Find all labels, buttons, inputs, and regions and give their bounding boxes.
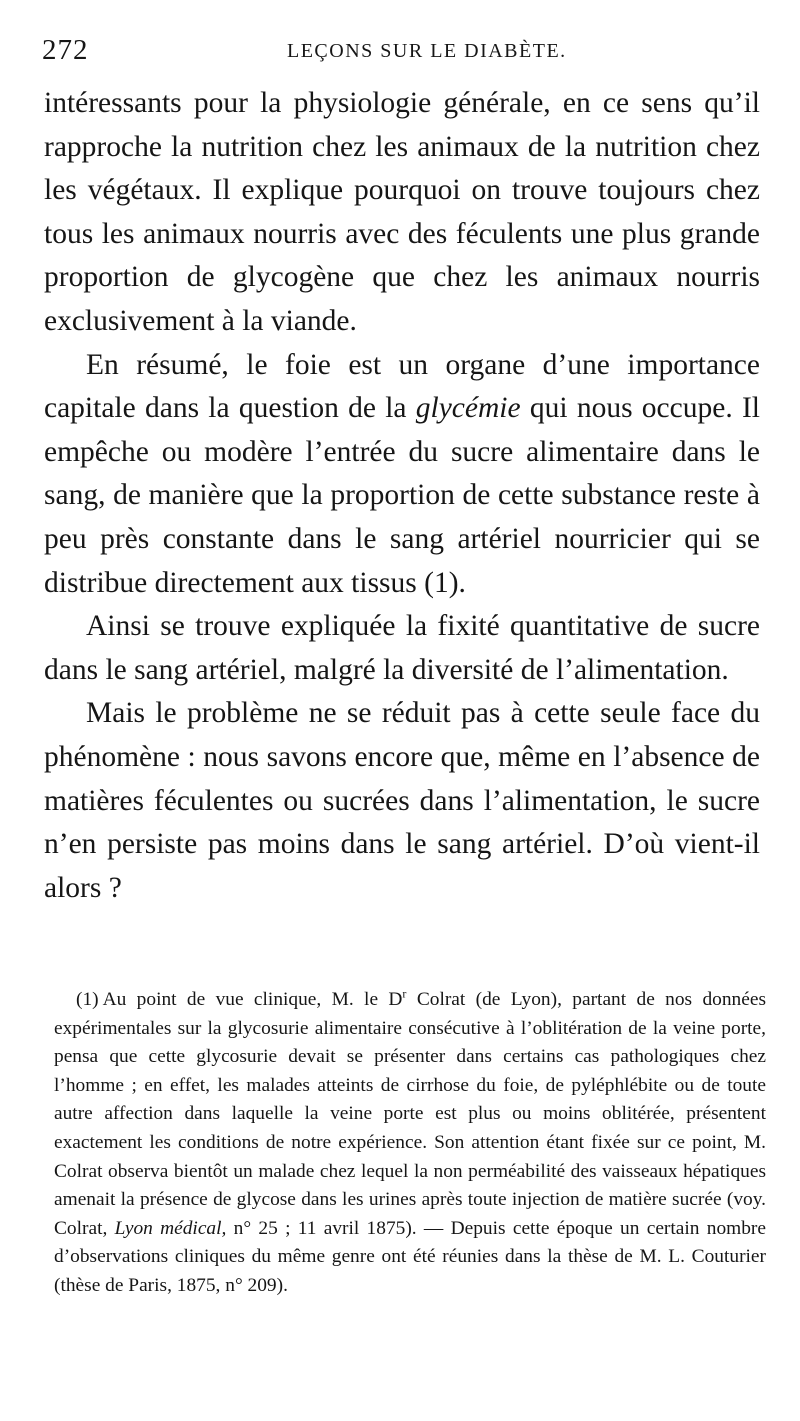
paragraph-2-before: En résumé, le foie est un organe d’une importance capitale dans la question de la (44, 348, 760, 425)
paragraph-continuation (44, 82, 760, 344)
footnote-text-1: Au point de vue clinique, M. le D (102, 989, 403, 1010)
doctor-superscript: r (402, 986, 407, 1001)
paragraph-2-after: qui nous occupe. Il empêche ou modère l’entrée du sucre alimentaire dans le sang, de manière que la proportion de cette substance reste à peu près constante dans le sang artériel nourricier qui se distribue directement aux tissus (44, 392, 760, 599)
journal-title: Lyon médical, (114, 1217, 227, 1239)
main-text (44, 82, 760, 910)
footnote-1 (54, 986, 766, 1301)
footnote-reference[interactable]: (1). (424, 566, 466, 599)
paragraph-fixity (44, 605, 760, 692)
paragraph-1-text: intéressants pour la physiologie générale, en ce sens qu’il rapproche la nutrition chez les animaux de la nutrition chez les végétaux. Il explique pourquoi on trouve toujours chez tous les animaux nourris avec des féculents une plus grande proportion de glycogène que chez les animaux nourris exclusivement à la viande. (44, 87, 760, 337)
paragraph-summary (44, 344, 760, 606)
paragraph-problem (44, 692, 760, 910)
running-title: LEÇONS SUR LE DIABÈTE. (287, 40, 567, 62)
glycemie-term: glycémie (415, 392, 521, 425)
footnote-text-2: Colrat (de Lyon), partant de nos données expérimentales sur la glycosurie alimentaire consécutive à l’oblitération de la veine porte, pensa que cette glycosurie devait se présenter dans certains cas pathologiques chez l’homme ; en effet, les malades atteints de cirrhose du foie, de pyléphlébite ou de toute autre affection dans laquelle la veine porte est plus ou moins oblitérée, présentent exactement les conditions de notre expérience. Son attention étant fixée sur ce point, M. Colrat observa bientôt un malade chez lequel la non perméabilité des vaisseaux hépatiques amenait la présence de glycose dans les urines après toute injection de matière sucrée (voy. Colrat, (54, 989, 766, 1239)
footnote-section (54, 986, 766, 1301)
footnote-mark: (1) (76, 989, 99, 1010)
page-header (42, 34, 760, 74)
paragraph-3-text: Ainsi se trouve expliquée la fixité quantitative de sucre dans le sang artériel, malgré la diversité de l’alimentation. (44, 610, 760, 686)
paragraph-4-text: Mais le problème ne se réduit pas à cette seule face du phénomène : nous savons encore que, même en l’absence de matières féculentes ou sucrées dans l’alimentation, le sucre n’en persiste pas moins dans le sang artériel. D’où vient-il alors ? (44, 697, 760, 904)
page-number: 272 (42, 34, 89, 66)
footnote-text-3: n° 25 ; 11 avril 1875). — Depuis cette époque un certain nombre d’observations cliniques du même genre ont été réunies dans la thèse de M. L. Couturier (thèse de Paris, 1875, n° 209). (54, 1217, 766, 1296)
